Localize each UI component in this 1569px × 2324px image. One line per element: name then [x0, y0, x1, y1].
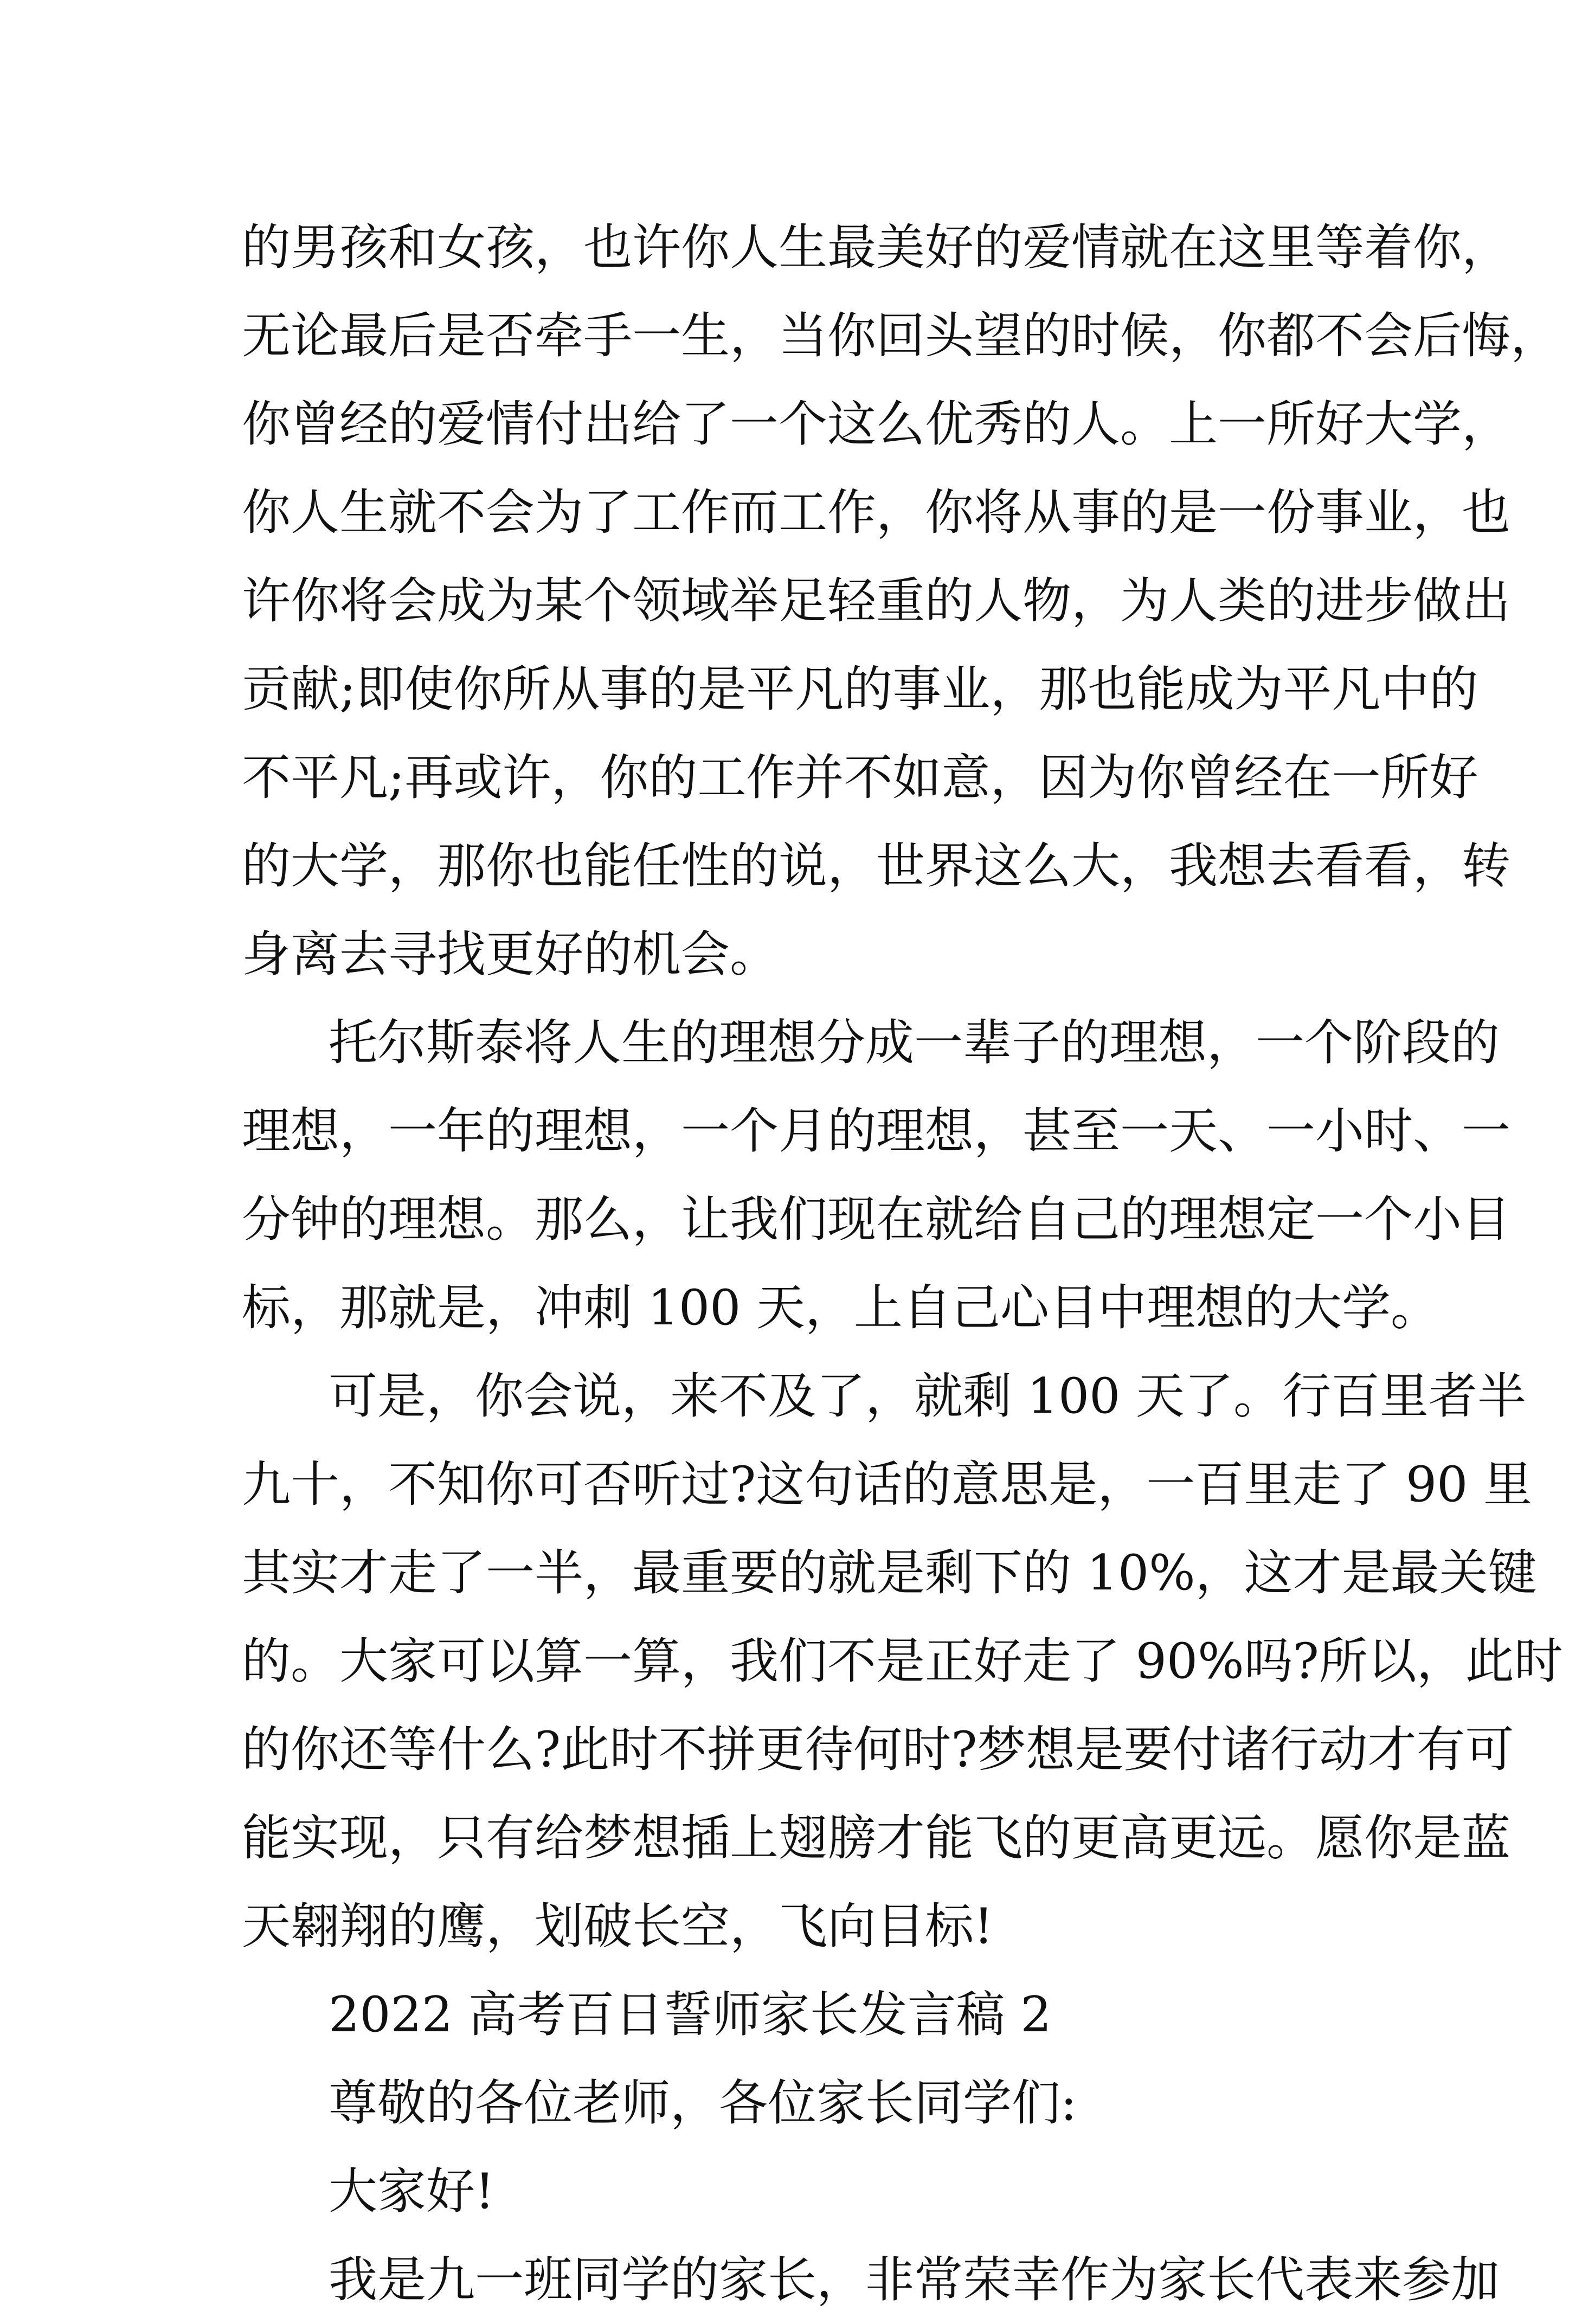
document-body — [242, 203, 1563, 2324]
text-line: 的。大家可以算一算，我们不是正好走了 90%吗?所以，此时 — [242, 1633, 1563, 1690]
section-heading: 2022 高考百日誓师家长发言稿 2 — [329, 1986, 1052, 2043]
text-line: 你曾经的爱情付出给了一个这么优秀的人。上一所好大学， — [242, 396, 1510, 453]
text-line: 无论最后是否牵手一生，当你回头望的时候，你都不会后悔， — [242, 307, 1559, 364]
text-line: 理想，一年的理想，一个月的理想，甚至一天、一小时、一 — [242, 1103, 1510, 1160]
paragraph-first-line: 可是，你会说，来不及了，就剩 100 天了。行百里者半 — [329, 1368, 1526, 1425]
text-line: 九十，不知你可否听过?这句话的意思是，一百里走了 90 里 — [242, 1456, 1532, 1513]
text-line: 贡献;即使你所从事的是平凡的事业，那也能成为平凡中的 — [242, 661, 1478, 718]
greeting: 大家好! — [329, 2163, 495, 2220]
salutation: 尊敬的各位老师，各位家长同学们: — [329, 2075, 1077, 2132]
text-line: 不平凡;再或许，你的工作并不如意，因为你曾经在一所好 — [242, 749, 1478, 806]
text-line: 你人生就不会为了工作而工作，你将从事的是一份事业，也 — [242, 484, 1510, 541]
text-line: 标，那就是，冲刺 100 天，上自己心目中理想的大学。 — [242, 1279, 1439, 1336]
text-line: 的男孩和女孩，也许你人生最美好的爱情就在这里等着你， — [242, 219, 1510, 276]
text-line: 身离去寻找更好的机会。 — [242, 926, 779, 983]
text-line: 的你还等什么?此时不拼更待何时?梦想是要付诸行动才有可 — [242, 1721, 1514, 1778]
paragraph-first-line: 托尔斯泰将人生的理想分成一辈子的理想，一个阶段的 — [329, 1014, 1500, 1071]
text-line: 能实现，只有给梦想插上翅膀才能飞的更高更远。愿你是蓝 — [242, 1810, 1510, 1866]
paragraph-first-line: 我是九一班同学的家长，非常荣幸作为家长代表来参加 — [329, 2251, 1500, 2308]
text-line: 的大学，那你也能任性的说，世界这么大，我想去看看，转 — [242, 838, 1510, 894]
text-line: 其实才走了一半，最重要的就是剩下的 10%，这才是最关键 — [242, 1544, 1537, 1601]
text-line: 许你将会成为某个领域举足轻重的人物，为人类的进步做出 — [242, 572, 1510, 629]
text-line: 天翱翔的鹰，划破长空，飞向目标! — [242, 1898, 994, 1955]
text-line: 分钟的理想。那么，让我们现在就给自己的理想定一个小目 — [242, 1191, 1510, 1248]
